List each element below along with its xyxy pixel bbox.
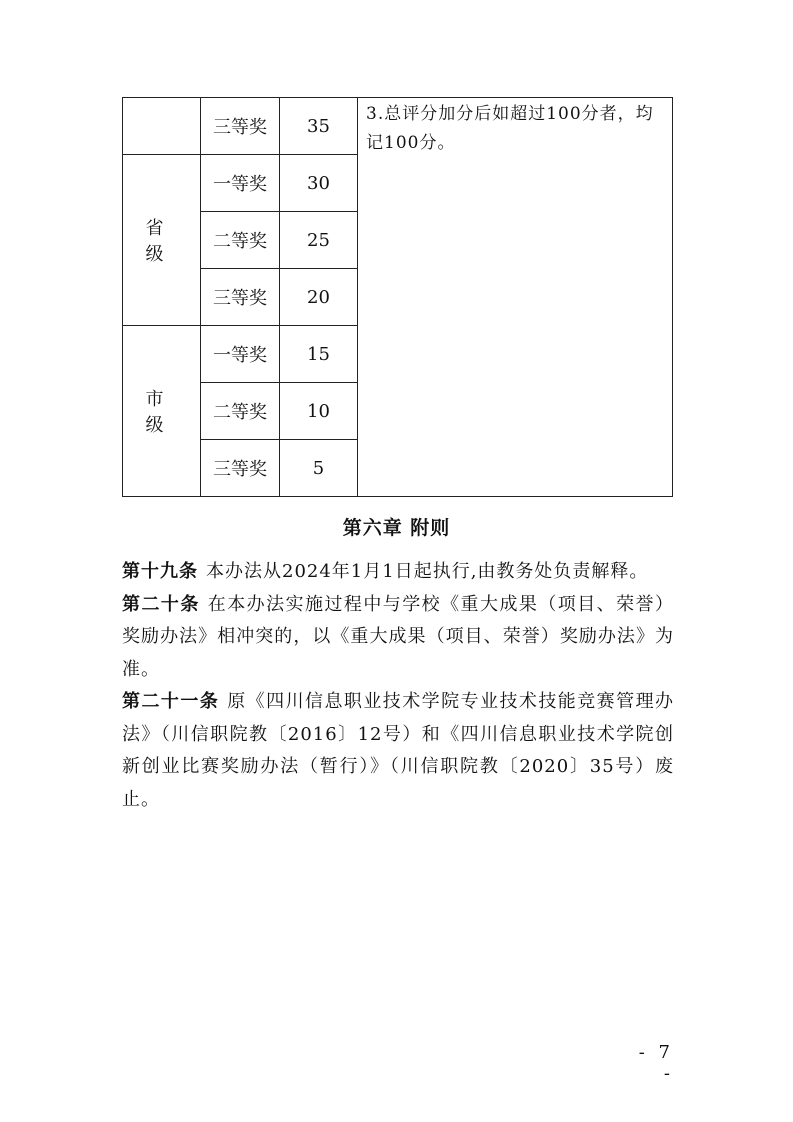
award-cell: 一等奖 <box>201 326 280 383</box>
award-cell: 二等奖 <box>201 212 280 269</box>
award-cell: 二等奖 <box>201 383 280 440</box>
level-cell-municipal: 市 级 <box>123 326 201 497</box>
scoring-note: 3.总评分加分后如超过100分者，均记100分。 <box>358 98 673 497</box>
points-cell: 5 <box>280 440 358 497</box>
article-text: 在本办法实施过程中与学校《重大成果（项目、荣誉）奖励办法》相冲突的，以《重大成果（项目、荣誉）奖励办法》为准。 <box>122 593 675 680</box>
article-label: 第十九条 <box>122 561 198 582</box>
points-cell: 10 <box>280 383 358 440</box>
points-cell: 20 <box>280 269 358 326</box>
points-cell: 30 <box>280 155 358 212</box>
table-row <box>123 98 673 155</box>
points-cell: 25 <box>280 212 358 269</box>
level-cell <box>123 98 201 155</box>
article-21 <box>122 686 674 816</box>
award-cell: 三等奖 <box>201 440 280 497</box>
chapter-title: 第六章 附则 <box>342 517 451 539</box>
level-cell-provincial: 省 级 <box>123 155 201 326</box>
articles-body <box>122 556 674 816</box>
article-19 <box>122 556 674 589</box>
award-points-table <box>122 97 673 497</box>
article-label: 第二十条 <box>122 593 200 615</box>
page-number: - 7 - <box>638 1042 674 1084</box>
article-text: 本办法从2024年1月1日起执行,由教务处负责解释。 <box>206 561 649 582</box>
article-label: 第二十一条 <box>122 691 220 712</box>
points-cell: 15 <box>280 326 358 383</box>
article-text: 原《四川信息职业技术学院专业技术技能竞赛管理办法》（川信职院教〔2016〕12号）和《四川信息职业技术学院创新创业比赛奖励办法（暂行）》（川信职院教〔2020〕35号）废止。 <box>122 691 675 810</box>
article-20 <box>122 589 674 687</box>
points-cell: 35 <box>280 98 358 155</box>
award-cell: 三等奖 <box>201 98 280 155</box>
award-cell: 三等奖 <box>201 269 280 326</box>
award-cell: 一等奖 <box>201 155 280 212</box>
